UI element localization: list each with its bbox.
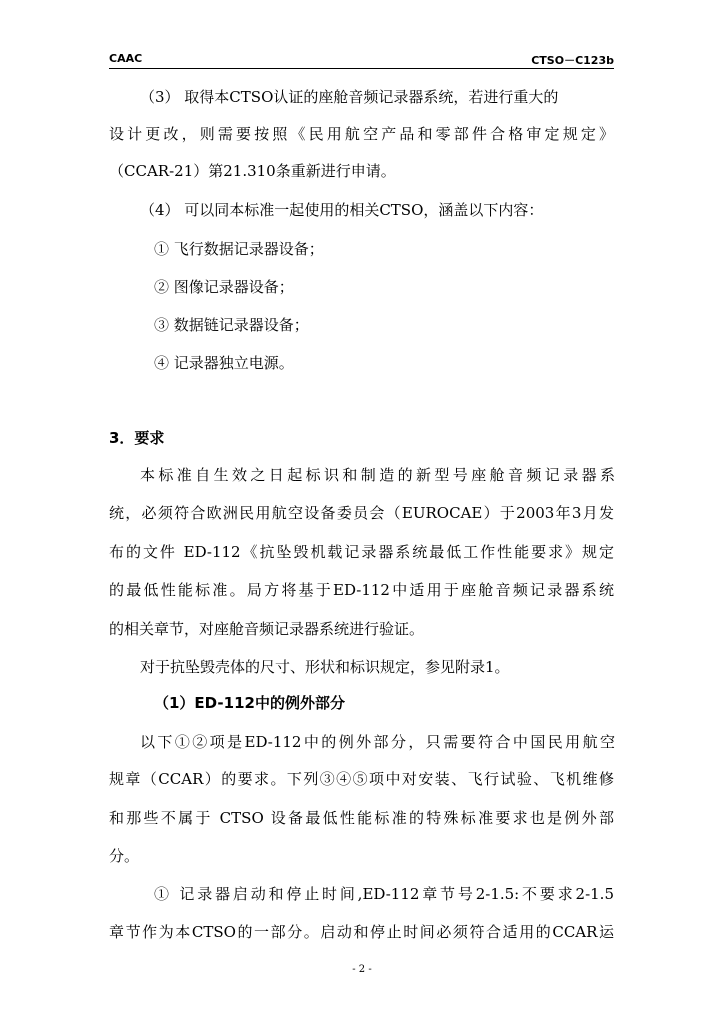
paragraph-line: 章节作为本CTSO的一部分。启动和停止时间必须符合适用的CCAR运 (109, 923, 614, 941)
paragraph-line: 的相关章节，对座舱音频记录器系统进行验证。 (109, 620, 425, 638)
page-header (109, 52, 614, 68)
paragraph-line: 设计更改，则需要按照《民用航空产品和零部件合格审定规定》 (109, 125, 614, 143)
paragraph-line: 对于抗坠毁壳体的尺寸、形状和标识规定，参见附录1。 (140, 658, 510, 676)
paragraph-line: 和那些不属于 CTSO 设备最低性能标准的特殊标准要求也是例外部 (109, 809, 614, 827)
paragraph-line: 以下①②项是ED-112中的例外部分，只需要符合中国民用航空 (140, 733, 615, 751)
paragraph-line: 布的文件 ED-112《抗坠毁机载记录器系统最低工作性能要求》规定 (109, 543, 614, 561)
list-item: ④ 记录器独立电源。 (154, 354, 294, 372)
paragraph-line: （4） 可以同本标准一起使用的相关CTSO，涵盖以下内容： (140, 201, 544, 219)
list-item: ③ 数据链记录器设备； (154, 316, 309, 334)
section-heading: 3．要求 (109, 429, 165, 447)
paragraph-line: （CCAR-21）第21.310条重新进行申请。 (109, 162, 396, 180)
page-number: - 2 - (352, 964, 372, 975)
list-item: ① 飞行数据记录器设备； (154, 240, 324, 258)
paragraph-line: 本标准自生效之日起标识和制造的新型号座舱音频记录器系 (140, 466, 615, 484)
paragraph-line: 分。 (109, 847, 140, 865)
paragraph-line: 的最低性能标准。局方将基于ED-112中适用于座舱音频记录器系统 (109, 581, 614, 599)
paragraph-line: 规章（CCAR）的要求。下列③④⑤项中对安装、飞行试验、飞机维修 (109, 770, 614, 788)
header-rule (109, 68, 614, 69)
paragraph-line: 统，必须符合欧洲民用航空设备委员会（EUROCAE）于2003年3月发 (109, 504, 614, 522)
header-left-label: CAAC (109, 52, 143, 65)
header-right-label: CTSO－C123b (531, 54, 614, 67)
list-item: ② 图像记录器设备； (154, 278, 294, 296)
subsection-heading: （1）ED-112中的例外部分 (154, 694, 345, 712)
list-item: ① 记录器启动和停止时间,ED-112章节号2-1.5:不要求2-1.5 (154, 885, 614, 903)
paragraph-line: （3） 取得本CTSO认证的座舱音频记录器系统，若进行重大的 (140, 88, 559, 106)
